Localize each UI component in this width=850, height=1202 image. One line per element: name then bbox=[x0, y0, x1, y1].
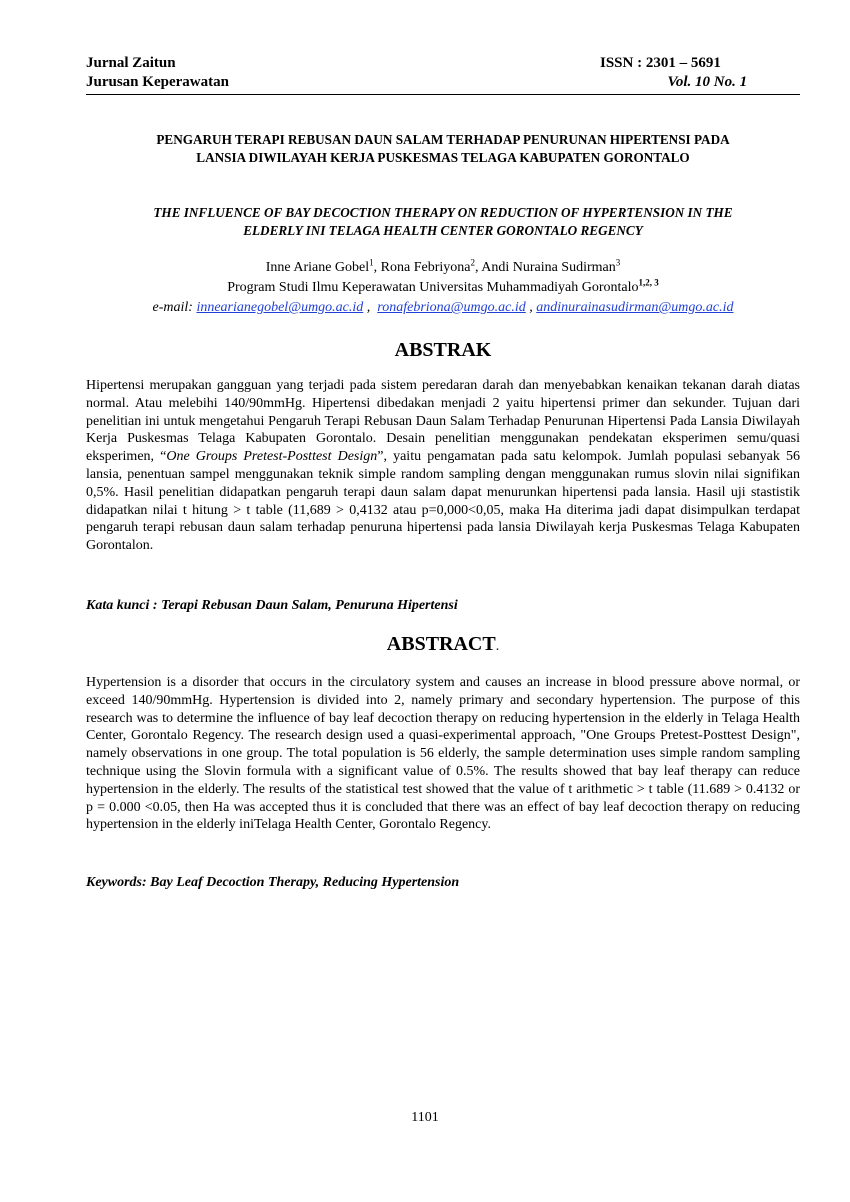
issn: ISSN : 2301 – 5691 bbox=[600, 55, 721, 71]
abstrak-body bbox=[86, 377, 800, 555]
page-number: 1101 bbox=[411, 1110, 439, 1125]
running-header bbox=[86, 54, 800, 95]
author-2-sup: 2 bbox=[470, 257, 475, 268]
abstrak-design-italic: One Groups Pretest-Posttest Design bbox=[166, 449, 378, 465]
affiliation-sup: 1,2, 3 bbox=[638, 277, 659, 288]
title-id-line-2: LANSIA DIWILAYAH KERJA PUSKESMAS TELAGA KABUPATEN GORONTALO bbox=[196, 150, 690, 165]
author-1: Inne Ariane Gobel bbox=[265, 260, 370, 275]
author-3: Andi Nuraina Sudirman bbox=[481, 260, 616, 275]
title-en-line-2: ELDERLY INI TELAGA HEALTH CENTER GORONTALO REGENCY bbox=[243, 223, 643, 238]
volume-number bbox=[600, 73, 800, 92]
title-indonesian bbox=[86, 131, 800, 167]
author-3-sup: 3 bbox=[615, 257, 621, 268]
abstrak-text-2: ”, yaitu pengamatan pada satu kelompok. Jumlah populasi sebanyak 56 lansia, penentuan sampel menggunakan teknik simple random sampling dengan menggunakan rumus slovin nilai signifikan 0,5%. Hasil penelitian didapatkan pengaruh terapi daun salam dapat menurunkan hipertensi pada lansia. Hasil uji stastistik didapatkan nilai t hitung > t table (11,689 > 0,4132 atau p=0,000<0,05, maka Ha diterima jadi dapat disimpulkan terdapat pengaruh terapi rebusan daun salam terhadap penuruna hipertensi pada lansia Diwilayah kerja Puskesmas Telaga Kabupaten Gorontalon. bbox=[86, 449, 800, 554]
abstrak-text-1: Hipertensi merupakan gangguan yang terjadi pada sistem peredaran darah dan menyebabkan kenaikan tekanan darah diatas normal. Atau melebihi 140/90mmHg. Hipertensi dibedakan menjadi 2 yaitu hipertensi primer dan sekunder. Tujuan dari penelitian ini untuk mengetahui Pengaruh Terapi Rebusan Daun Salam Terhadap Penurunan Hipertensi Pada Lansia Diwilayah Kerja Puskesmas Telaga Kabupaten Gorontalo. Desain penelitian menggunakan pendekatan eksperimen semu/quasi eksperimen, “ bbox=[86, 378, 800, 465]
title-id-line-1: PENGARUH TERAPI REBUSAN DAUN SALAM TERHADAP PENURUNAN HIPERTENSI PADA bbox=[156, 132, 730, 147]
email-prefix: e-mail: bbox=[152, 300, 193, 315]
abstract-heading-dot: . bbox=[495, 639, 500, 654]
title-english bbox=[86, 204, 800, 240]
abstrak-heading: ABSTRAK bbox=[394, 339, 492, 361]
abstract-heading bbox=[86, 632, 800, 659]
author-2: Rona Febriyona bbox=[380, 260, 471, 275]
affiliation bbox=[86, 278, 800, 298]
abstract-heading-text: ABSTRACT bbox=[386, 633, 496, 655]
volume-text: Vol. 10 No. 1 bbox=[667, 74, 748, 90]
author-list: Inne Ariane Gobel$^1$, Rona Febriyona$^2$, Andi Nuraina Sudirman$^3$ bbox=[265, 257, 621, 275]
email-link-1[interactable]: innearianegobel@umgo.ac.id bbox=[196, 300, 364, 315]
title-en-line-1: THE INFLUENCE OF BAY DECOCTION THERAPY ON REDUCTION OF HYPERTENSION IN THE bbox=[153, 205, 733, 220]
keywords-english: Keywords: Bay Leaf Decoction Therapy, Reducing Hypertension bbox=[86, 875, 460, 890]
author-block bbox=[86, 258, 800, 298]
department-name: Jurusan Keperawatan bbox=[86, 74, 229, 90]
email-line: e-mail: innearianegobel@umgo.ac.id , ronafebriona@umgo.ac.id , andinurainasudirman@umgo.ac.id bbox=[152, 300, 734, 315]
email-link-3[interactable]: andinurainasudirman@umgo.ac.id bbox=[536, 300, 734, 315]
journal-name: Jurnal Zaitun bbox=[86, 55, 176, 71]
email-link-2[interactable]: ronafebriona@umgo.ac.id bbox=[377, 300, 526, 315]
kata-kunci: Kata kunci : Terapi Rebusan Daun Salam, Penuruna Hipertensi bbox=[86, 598, 458, 613]
abstract-body: Hypertension is a disorder that occurs in the circulatory system and causes an increase in blood pressure above normal, or exceed 140/90mmHg. Hypertension is divided into 2, namely primary and secondary hypertension. The purpose of this research was to determine the influence of bay leaf decoction therapy on reducing hypertension in the elderly in Telaga Health Center, Gorontalo Regency. The research design used a quasi-experimental approach, "One Groups Pretest-Posttest Design", namely observations in one group. The total population is 56 elderly, the sample determination uses simple random sampling technique using the Slovin formula with a significant value of 0.5%. The results showed that bay leaf therapy can reduce hypertension in the elderly. The results of the statistical test showed that the value of t arithmetic > t table (11.689 > 0.4132 or p = 0.000 <0.05, then Ha was accepted thus it is concluded that there was an effect of bay leaf decoction therapy on reducing hypertension in the elderly iniTelaga Health Center, Gorontalo Regency. bbox=[86, 675, 800, 833]
affiliation-text: Program Studi Ilmu Keperawatan Universitas Muhammadiyah Gorontalo bbox=[227, 280, 639, 295]
author-1-sup: 1 bbox=[369, 257, 374, 268]
